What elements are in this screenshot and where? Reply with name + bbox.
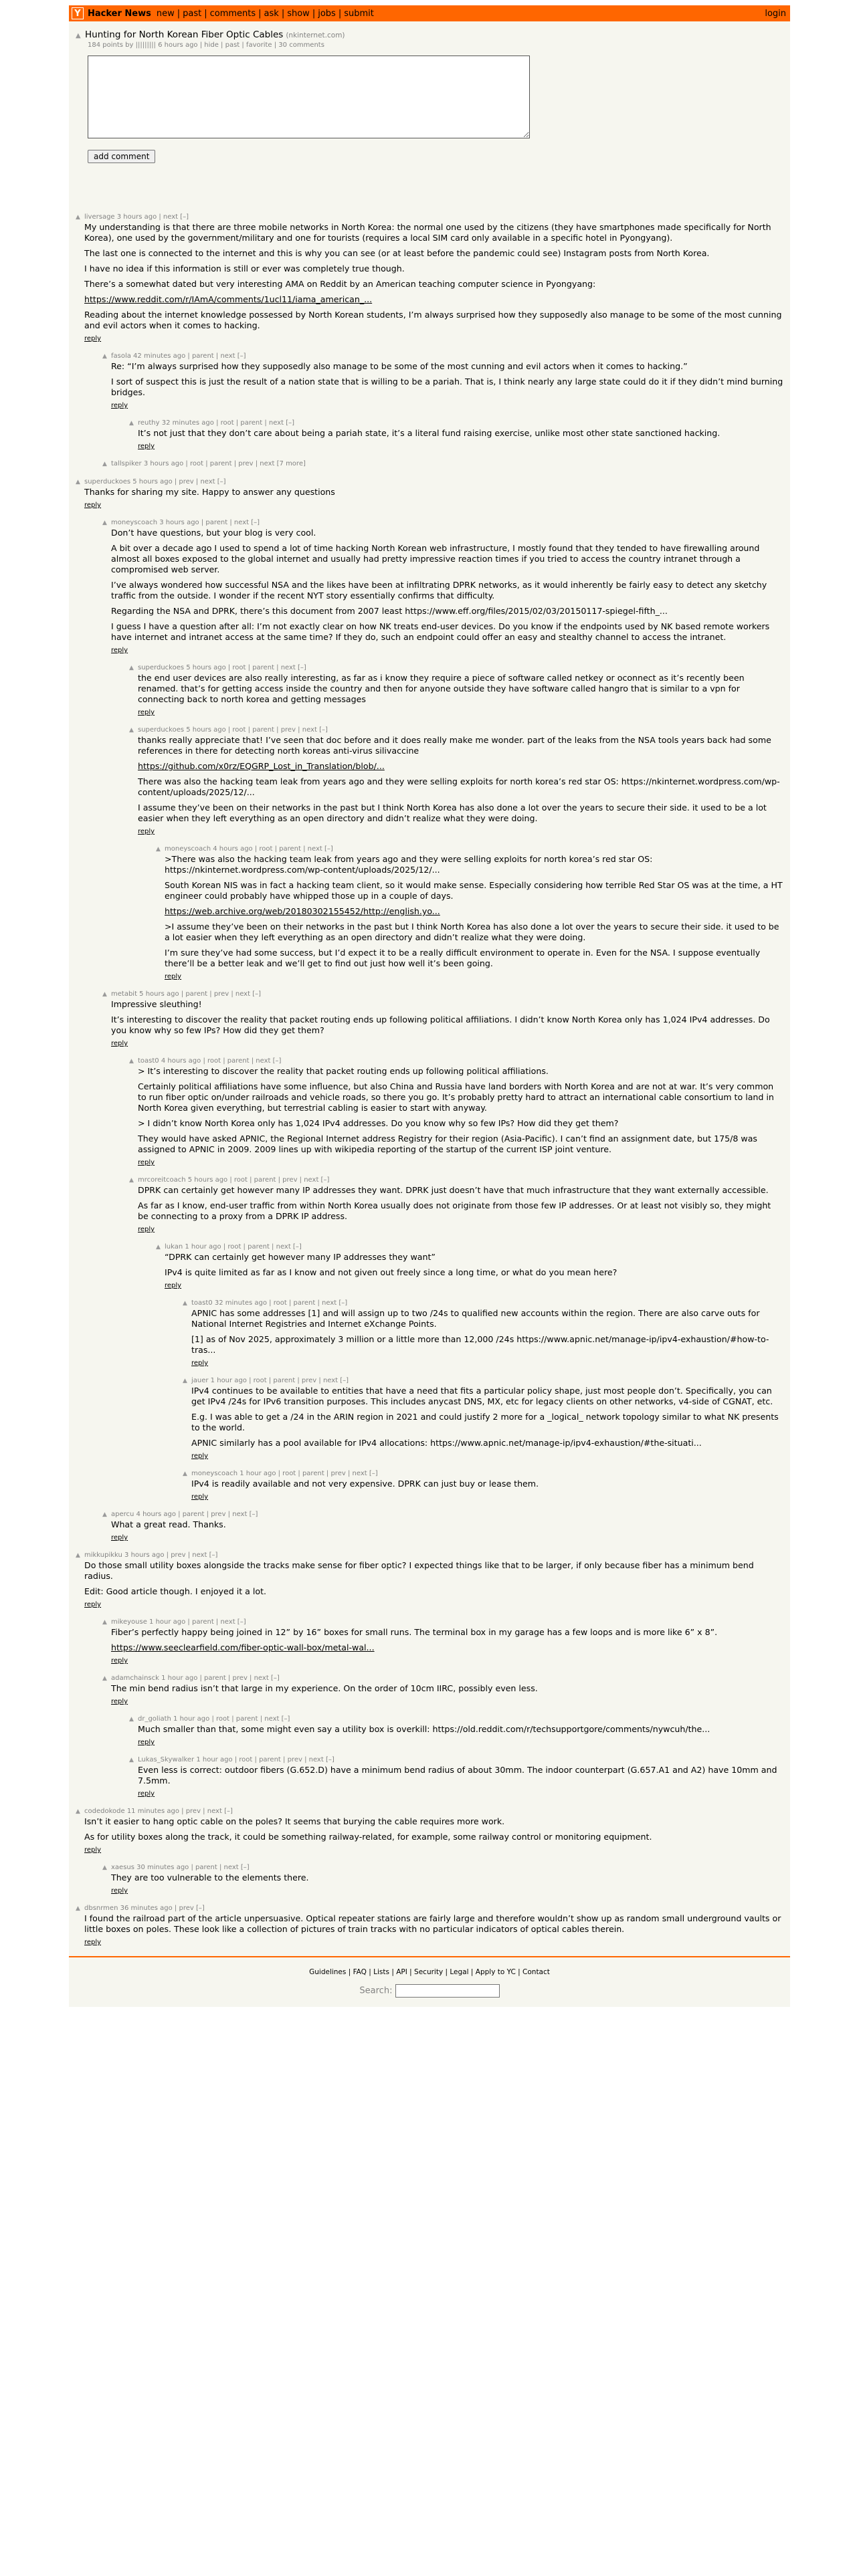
comment-text (111, 999, 783, 1036)
comment-text (138, 735, 783, 824)
comment-paragraph: The last one is connected to the internet and this is why you can see (or at least before the pandemic could see) Instagram posts from North Korea. (84, 248, 710, 258)
comment-meta[interactable]: reuthy 32 minutes ago | root | parent | next [–] (138, 419, 295, 427)
comment-meta[interactable]: mrcoreitcoach 5 hours ago | root | parent | prev | next [–] (138, 1176, 330, 1184)
comment-text (138, 673, 783, 705)
upvote-arrow-icon[interactable]: ▲ (76, 479, 80, 486)
comment-paragraph: IPv4 is readily available and not very expensive. DPRK can just buy or lease them. (191, 1479, 539, 1489)
nav-separator: | (338, 8, 342, 19)
comment-paragraph: APNIC similarly has a pool available for IPv4 allocations: https://www.apnic.net/manage-ip/ipv4-exhaustion/#the-situati... (191, 1438, 702, 1448)
comment-text (111, 1627, 783, 1653)
comment-paragraph: the end user devices are also really interesting, as far as i know they require a piece of software called netkey or oconnect as it’s recently been renamed. that’s for getting access inside the country and then for anyone outside they have software called hangro that is similar to a vpn for connecting back to north korea and getting messages (138, 673, 745, 704)
reply-link[interactable]: reply (84, 1601, 102, 1608)
nav-link-submit[interactable]: submit (344, 8, 374, 19)
comment-header (129, 1057, 783, 1066)
comment-text (84, 1816, 783, 1842)
comment-text (165, 854, 783, 969)
comment-text (111, 1683, 783, 1694)
comment-header (129, 419, 783, 428)
comment-meta[interactable]: Lukas_Skywalker 1 hour ago | root | parent | prev | next [–] (138, 1756, 335, 1763)
comment-header (76, 1551, 783, 1560)
comment-text (111, 1519, 783, 1530)
reply-link[interactable]: reply (191, 1493, 209, 1501)
upvote-arrow-icon[interactable]: ▲ (183, 1471, 187, 1477)
comment (76, 1551, 783, 1609)
footer-link[interactable]: API (396, 1968, 407, 1976)
comment (102, 990, 783, 1048)
comment-paragraph: As for utility boxes along the track, it could be something railway-related, for example, some railway control or monitoring equipment. (84, 1832, 652, 1842)
footer-separator: | (366, 1968, 374, 1976)
comment (129, 1755, 783, 1798)
comment-meta[interactable]: dbsnrmen 36 minutes ago | prev [–] (84, 1905, 205, 1912)
comment-meta[interactable]: adamchainsck 1 hour ago | parent | prev | next [–] (111, 1675, 280, 1682)
comment-meta[interactable]: mikkupikku 3 hours ago | prev | next [–] (84, 1551, 218, 1559)
reply-link[interactable]: reply (111, 1040, 128, 1047)
comment-text (138, 1066, 783, 1155)
reply-link[interactable]: reply (138, 1226, 155, 1233)
upvote-arrow-icon[interactable]: ▲ (183, 1300, 187, 1307)
comment-link[interactable]: https://www.seeclearfield.com/fiber-optic-wall-box/metal-wal... (111, 1642, 375, 1652)
comment-header (102, 518, 783, 528)
comment (183, 1469, 783, 1501)
comment-paragraph: Reading about the internet knowledge possessed by North Korean students, I’m always surprised how they supposedly also manage to be some of the most cunning and evil actors when it comes to hacking. (84, 310, 782, 330)
comment-link[interactable]: https://web.archive.org/web/20180302155452/http://english.yo... (165, 906, 440, 916)
reply-link[interactable]: reply (111, 1657, 128, 1665)
reply-link[interactable]: reply (138, 828, 155, 835)
comment-header (102, 1510, 783, 1519)
comment-paragraph: Isn’t it easier to hang optic cable on the poles? It seems that burying the cable requires more work. (84, 1816, 505, 1826)
comment-text (84, 487, 783, 498)
comment-header (156, 1243, 783, 1252)
upvote-arrow-icon[interactable]: ▲ (129, 1757, 134, 1763)
comment-paragraph: [1] as of Nov 2025, approximately 3 million or a little more than 12,000 /24s https://www.apnic.net/manage-ip/ipv4-exhaustion/#how-to-tras... (191, 1334, 769, 1355)
comment (129, 726, 783, 836)
nav-link-show[interactable]: show (287, 8, 310, 19)
comment-paragraph: Don’t have questions, but your blog is very cool. (111, 528, 316, 538)
comment-text (191, 1308, 783, 1356)
upvote-arrow-icon[interactable]: ▲ (102, 1511, 107, 1518)
reply-link[interactable]: reply (138, 1790, 155, 1798)
comment-header (76, 477, 783, 487)
nav-link-past[interactable]: past (183, 8, 202, 19)
nav-separator: | (281, 8, 285, 19)
comment-header (102, 1674, 783, 1683)
comment-paragraph: E.g. I was able to get a /24 in the ARIN region in 2021 and could justify 2 more for a _logical_ network topology similar to what NK presents to the world. (191, 1412, 779, 1432)
comment-paragraph: There’s a somewhat dated but very interesting AMA on Reddit by an American teaching computer science in Pyongyang: (84, 279, 596, 289)
comment-text (138, 1724, 783, 1735)
reply-link[interactable]: reply (111, 1887, 128, 1895)
story-site[interactable]: (nkinternet.com) (286, 31, 345, 39)
upvote-arrow-icon[interactable]: ▲ (102, 1675, 107, 1682)
comment-paragraph: I’ve always wondered how successful NSA and the likes have been at infiltrating DPRK networks, as it would inherently be fairly easy to detect any sketchy traffic from the outside. I wonder if the recent NYT story essentially confirms that difficulty. (111, 580, 767, 601)
comment (156, 845, 783, 981)
reply-link[interactable]: reply (138, 709, 155, 716)
comment-paragraph: A bit over a decade ago I used to spend a lot of time hacking North Korean web infrastructure, I mostly found that they tended to have firewalling around almost all boxes exposed to the global internet and usually had pretty impressive reaction times if you tried to access the country intranet through a compromised web server. (111, 543, 760, 574)
nav-separator: | (312, 8, 316, 19)
upvote-arrow-icon[interactable]: ▲ (76, 32, 81, 39)
comment-text (138, 1765, 783, 1786)
comment-text (84, 1913, 783, 1935)
upvote-arrow-icon[interactable]: ▲ (102, 1619, 107, 1626)
upvote-arrow-icon[interactable]: ▲ (102, 520, 107, 526)
comment-text (84, 222, 783, 331)
comment-meta[interactable]: superduckoes 5 hours ago | root | parent | prev | next [–] (138, 726, 328, 734)
comment-paragraph: South Korean NIS was in fact a hacking team client, so it would make sense. Especially considering how terrible Red Star OS was at the time, a HT engineer could probably have whipped those up in a couple of days. (165, 880, 783, 901)
comment-paragraph: They would have asked APNIC, the Regional Internet address Registry for their region (Asia-Pacific). I can’t find an assignment date, but 175/8 was assigned to APNIC in 2009. 2009 lines up with wikipedia reporting of the startup of the current ISP joint venture. (138, 1134, 757, 1154)
comment-paragraph: I found the railroad part of the article unpersuasive. Optical repeater stations are fairly large and therefore wouldn’t show up as random small underground vaults or little boxes on poles. These look like a collection of pictures of train tracks with no particular indicators of optical cables therein. (84, 1913, 781, 1934)
search-row (69, 1984, 790, 1998)
footer-links (69, 1968, 790, 1976)
comment-paragraph: It’s interesting to discover the reality that packet routing ends up following political affiliations. I didn’t know North Korea only has 1,024 IPv4 addresses. Do you know why so few IPs? How did they get them? (111, 1014, 770, 1035)
reply-link[interactable]: reply (191, 1360, 209, 1367)
comment-paragraph: I guess I have a question after all: I’m not exactly clear on how NK treats end-user devices. Do you know if the endpoints used by NK based remote workers have internet and intranet access at the same time? If they do, such an endpoint could offer an easy and stealthy channel to access the intranet. (111, 621, 770, 642)
comment-header (129, 1176, 783, 1185)
comment (129, 663, 783, 717)
comment-paragraph: > I didn’t know North Korea only has 1,024 IPv4 addresses. Do you know why so few IPs? How did they get them? (138, 1118, 619, 1128)
footer-link[interactable]: FAQ (353, 1968, 367, 1976)
comment-paragraph: There was also the hacking team leak from years ago and they were selling exploits for north korea’s red star OS: https://nkinternet.wordpress.com/wp-content/uploads/2025/12/... (138, 776, 780, 797)
comment-meta[interactable]: jauer 1 hour ago | root | parent | prev | next [–] (191, 1377, 349, 1384)
comment (102, 1618, 783, 1665)
reply-link[interactable]: reply (84, 1846, 102, 1854)
comment-meta[interactable]: toast0 32 minutes ago | root | parent | next [–] (191, 1299, 348, 1307)
comment (76, 1807, 783, 1854)
comment-meta[interactable]: superduckoes 5 hours ago | root | parent | next [–] (138, 664, 306, 671)
story-subtext: 184 points by ||||||||| 6 hours ago | hide | past | favorite | 30 comments (88, 41, 324, 49)
footer-link[interactable]: Lists (373, 1968, 389, 1976)
comment-header (102, 990, 783, 999)
upvote-arrow-icon[interactable]: ▲ (156, 846, 161, 853)
login-link[interactable]: login (765, 9, 786, 19)
comment (183, 1299, 783, 1368)
upvote-arrow-icon[interactable]: ▲ (76, 214, 80, 221)
upvote-arrow-icon[interactable]: ▲ (129, 1058, 134, 1065)
comment-paragraph: Edit: Good article though. I enjoyed it a lot. (84, 1586, 267, 1596)
comment-header (76, 1904, 783, 1913)
upvote-arrow-icon[interactable]: ▲ (129, 420, 134, 427)
comment-paragraph: Re: “I’m always surprised how they supposedly also manage to be some of the most cunning and evil actors when it comes to hacking.” (111, 361, 688, 371)
nav-separator: | (258, 8, 262, 19)
upvote-arrow-icon[interactable]: ▲ (102, 353, 107, 360)
comment-paragraph: Certainly political affiliations have some influence, but also China and Russia have land borders with North Korea and are not at war. It’s very common to run fiber optic on/under railroads and vehicle roads, so there you go. It’s probably pretty hard to attract an international cable consortium to land in North Korea given everything, but terrestrial cabling is easier to start with anyway. (138, 1081, 774, 1113)
nav-link-ask[interactable]: ask (264, 8, 279, 19)
comment-paragraph: It’s not just that they don’t care about being a pariah state, it’s a literal fund raising exercise, unlike most other state sanctioned hacking. (138, 428, 721, 438)
comment-link[interactable]: https://www.reddit.com/r/IAmA/comments/1ucl11/iama_american_... (84, 294, 373, 304)
comment-paragraph: As far as I know, end-user traffic from within North Korea usually does not originate from those few IP addresses. Or at least not visibly so, they might be connecting to a proxy from a DPRK IP address. (138, 1200, 771, 1221)
nav-link-comments[interactable]: comments (209, 8, 256, 19)
comment-meta[interactable]: fasola 42 minutes ago | parent | next [–] (111, 352, 246, 360)
upvote-arrow-icon[interactable]: ▲ (129, 665, 134, 671)
upvote-arrow-icon[interactable]: ▲ (156, 1244, 161, 1251)
reply-link[interactable]: reply (111, 1534, 128, 1541)
comment-text (191, 1386, 783, 1448)
upvote-arrow-icon[interactable]: ▲ (129, 1177, 134, 1184)
comment-header (129, 1715, 783, 1724)
reply-link[interactable]: reply (111, 402, 128, 409)
comment-text (111, 1872, 783, 1883)
comment-paragraph: They are too vulnerable to the elements there. (111, 1872, 309, 1883)
comment (156, 1243, 783, 1290)
footer-link[interactable]: Guidelines (309, 1968, 347, 1976)
upvote-arrow-icon[interactable]: ▲ (76, 1552, 80, 1559)
comment-meta[interactable]: moneyscoach 1 hour ago | root | parent | prev | next [–] (191, 1470, 378, 1477)
footer-link[interactable]: Contact (522, 1968, 550, 1976)
comment-meta[interactable]: moneyscoach 4 hours ago | root | parent | next [–] (165, 845, 333, 853)
comment-paragraph: >I assume they’ve been on their networks in the past but I think North Korea has also done a lot over the years to secure their side. it used to be a lot easier when they left everything as an open directory and didn’t realize what they were doing. (165, 922, 779, 942)
comment-paragraph: Regarding the NSA and DPRK, there’s this document from 2007 least https://www.eff.org/files/2015/02/03/20150117-spiegel-fifth_... (111, 606, 668, 616)
upvote-arrow-icon[interactable]: ▲ (129, 727, 134, 734)
add-comment-button[interactable]: add comment (88, 150, 155, 163)
footer-separator: | (515, 1968, 523, 1976)
reply-link[interactable]: reply (138, 1739, 155, 1746)
footer-separator: | (389, 1968, 397, 1976)
comment-paragraph: DPRK can certainly get however many IP addresses they want. DPRK just doesn’t have that much infrastructure that they want externally accessible. (138, 1185, 769, 1195)
comment (129, 1176, 783, 1234)
comment (76, 1904, 783, 1947)
top-bar (69, 5, 790, 21)
comment-paragraph: Thanks for sharing my site. Happy to answer any questions (84, 487, 335, 497)
comment-meta[interactable]: mikeyouse 1 hour ago | parent | next [–] (111, 1618, 246, 1626)
top-nav (157, 9, 374, 19)
comment-meta[interactable]: toast0 4 hours ago | root | parent | next [–] (138, 1057, 282, 1065)
comment-link[interactable]: https://github.com/x0rz/EQGRP_Lost_in_Translation/blob/... (138, 761, 385, 771)
footer-separator: | (346, 1968, 353, 1976)
comment-paragraph: Impressive sleuthing! (111, 999, 202, 1009)
upvote-arrow-icon[interactable]: ▲ (129, 1716, 134, 1723)
comment-paragraph: > It’s interesting to discover the reality that packet routing ends up following political affiliations. (138, 1066, 549, 1076)
comment-text (165, 1252, 783, 1278)
nav-link-new[interactable]: new (156, 8, 175, 19)
comment-paragraph: Much smaller than that, some might even say a utility box is overkill: https://old.reddit.com/r/techsupportgore/comments/nywcuh/the... (138, 1724, 710, 1734)
page-container (69, 5, 790, 2007)
reply-link[interactable]: reply (138, 443, 155, 450)
nav-separator: | (204, 8, 207, 19)
comment-header (102, 352, 783, 361)
story (69, 21, 790, 163)
comment (129, 419, 783, 451)
reply-link[interactable]: reply (165, 973, 182, 980)
reply-link[interactable]: reply (111, 1698, 128, 1705)
footer-separator: | (407, 1968, 415, 1976)
comment-meta[interactable]: tallspiker 3 hours ago | root | parent | prev | next [7 more] (111, 460, 306, 467)
comment-meta[interactable]: apercu 4 hours ago | parent | prev | next [–] (111, 1511, 258, 1518)
comment-meta[interactable]: dr_goliath 1 hour ago | root | parent | next [–] (138, 1715, 290, 1723)
comment (102, 1510, 783, 1542)
comment-paragraph: I’m sure they’ve had some success, but I’d expect it to be a really difficult environment to operate in. Even for the NSA. I suppose eventually there’ll be a better leak and we’ll get to find out just how well it’s been going. (165, 948, 761, 968)
comment-paragraph: I assume they’ve been on their networks in the past but I think North Korea has also done a lot over the years to secure their side. it used to be a lot easier when they left everything as an open directory and didn’t realize what they were doing. (138, 802, 767, 823)
comment-paragraph: >There was also the hacking team leak from years ago and they were selling exploits for north korea’s red star OS: https://nkinternet.wordpress.com/wp-content/uploads/2025/12/... (165, 854, 653, 875)
comment-paragraph: Do those small utility boxes alongside the tracks make sense for fiber optic? I expected things like that to be larger, if only because fiber has a minimum bend radius. (84, 1560, 754, 1581)
comment (102, 1674, 783, 1706)
upvote-arrow-icon[interactable]: ▲ (76, 1905, 80, 1912)
comment-text (138, 428, 783, 439)
comment-text (111, 361, 783, 398)
comment-text (111, 528, 783, 643)
comment-header (129, 726, 783, 735)
comment-paragraph: I sort of suspect this is just the result of a nation state that is willing to be a pariah. That is, I think nearly any large state could do it if they didn’t mind burning bridges. (111, 377, 783, 397)
comment (76, 477, 783, 510)
reply-link[interactable]: reply (84, 1939, 102, 1946)
comment-tree (69, 213, 790, 1947)
comment-header (183, 1469, 783, 1479)
upvote-arrow-icon[interactable]: ▲ (102, 1864, 107, 1871)
comment (102, 1863, 783, 1895)
comment-paragraph: IPv4 is quite limited as far as I know and not given out freely since a long time, or what do you mean here? (165, 1267, 617, 1277)
comment-paragraph: thanks really appreciate that! I’ve seen that doc before and it does really make me wonder. part of the leaks from the NSA tools years back had some references in there for detecting north koreas anti-virus silivaccine (138, 735, 771, 756)
reply-link[interactable]: reply (84, 335, 102, 342)
comment-text (84, 1560, 783, 1597)
footer-link[interactable]: Legal (450, 1968, 469, 1976)
comment-meta[interactable]: liversage 3 hours ago | next [–] (84, 213, 189, 221)
reply-link[interactable]: reply (138, 1159, 155, 1166)
comment-paragraph: I have no idea if this information is still or ever was completely true though. (84, 263, 405, 274)
site-name[interactable]: Hacker News (88, 8, 151, 19)
comment-paragraph: The min bend radius isn’t that large in my experience. On the order of 10cm IIRC, possibly even less. (111, 1683, 538, 1693)
nav-link-jobs[interactable]: jobs (318, 8, 336, 19)
reply-link[interactable]: reply (191, 1453, 209, 1460)
comment-paragraph: Fiber’s perfectly happy being joined in 12” by 16” boxes for small runs. The terminal box in my garage has a few loops and is more like 6” x 8”. (111, 1627, 718, 1637)
comment (183, 1376, 783, 1461)
y-logo-icon[interactable]: Y (72, 7, 84, 19)
search-label: Search: (359, 1985, 393, 1996)
comment (129, 1715, 783, 1747)
comment-header (129, 1755, 783, 1765)
comment-header (102, 1618, 783, 1627)
reply-form (88, 56, 783, 163)
upvote-arrow-icon[interactable]: ▲ (76, 1808, 80, 1815)
comment-paragraph: What a great read. Thanks. (111, 1519, 226, 1529)
footer (69, 1957, 790, 2007)
comment-header (102, 459, 783, 469)
footer-separator: | (468, 1968, 476, 1976)
comment-meta[interactable]: xaesus 30 minutes ago | parent | next [–] (111, 1864, 250, 1871)
footer-link[interactable]: Apply to YC (475, 1968, 516, 1976)
reply-link[interactable]: reply (111, 647, 128, 654)
comment-header (183, 1299, 783, 1308)
comment-text (138, 1185, 783, 1222)
upvote-arrow-icon[interactable]: ▲ (102, 991, 107, 998)
nav-separator: | (177, 8, 181, 19)
comment-paragraph: APNIC has some addresses [1] and will assign up to two /24s to qualified new accounts within the region. There are also carve outs for National Internet Registries and Internet eXchange Points. (191, 1308, 760, 1329)
comment-paragraph: My understanding is that there are three mobile networks in North Korea: the normal one used by the citizens (they have smartphones made specifically for North Korea), one used by the government/military and one for tourists (requires a local SIM card only available in a specific hotel in Pyongyang). (84, 222, 771, 243)
upvote-arrow-icon[interactable]: ▲ (183, 1378, 187, 1384)
comment-meta[interactable]: lukan 1 hour ago | root | parent | next [–] (165, 1243, 302, 1251)
comment (102, 459, 783, 469)
comment-meta[interactable]: codedokode 11 minutes ago | prev | next [–] (84, 1808, 233, 1815)
footer-link[interactable]: Security (414, 1968, 444, 1976)
footer-separator: | (443, 1968, 450, 1976)
story-title[interactable]: Hunting for North Korean Fiber Optic Cables (85, 29, 284, 40)
comment (102, 352, 783, 410)
comment-meta[interactable]: moneyscoach 3 hours ago | parent | next [–] (111, 519, 260, 526)
comment (76, 213, 783, 343)
comment-text (191, 1479, 783, 1489)
comment-header (156, 845, 783, 854)
reply-link[interactable]: reply (84, 502, 102, 509)
reply-link[interactable]: reply (165, 1282, 182, 1289)
comment (129, 1057, 783, 1167)
comment-paragraph: Even less is correct: outdoor fibers (G.652.D) have a minimum bend radius of about 30mm. The indoor counterpart (G.657.A1 and A2) have 10mm and 7.5mm. (138, 1765, 777, 1786)
comment-meta[interactable]: superduckoes 5 hours ago | prev | next [–] (84, 478, 226, 486)
comment-header (129, 663, 783, 673)
comment-header (102, 1863, 783, 1872)
comment-meta[interactable]: metabit 5 hours ago | parent | prev | next [–] (111, 990, 261, 998)
comment-paragraph: IPv4 continues to be available to entities that have a need that fits a particular policy shape, just most people don’t. Specifically, you can get IPv4 /24s for IPv6 transition purposes. This includes anycast DNS, MX, etc for legacy clients on other networks, v4-side of CGNAT, etc. (191, 1386, 773, 1406)
comment-header (76, 213, 783, 222)
upvote-arrow-icon[interactable]: ▲ (102, 461, 107, 467)
search-input[interactable] (395, 1984, 500, 1998)
comment-paragraph: “DPRK can certainly get however many IP addresses they want” (165, 1252, 436, 1262)
comment (102, 518, 783, 655)
comment-header (183, 1376, 783, 1386)
comment-textarea[interactable] (88, 56, 530, 138)
comment-header (76, 1807, 783, 1816)
